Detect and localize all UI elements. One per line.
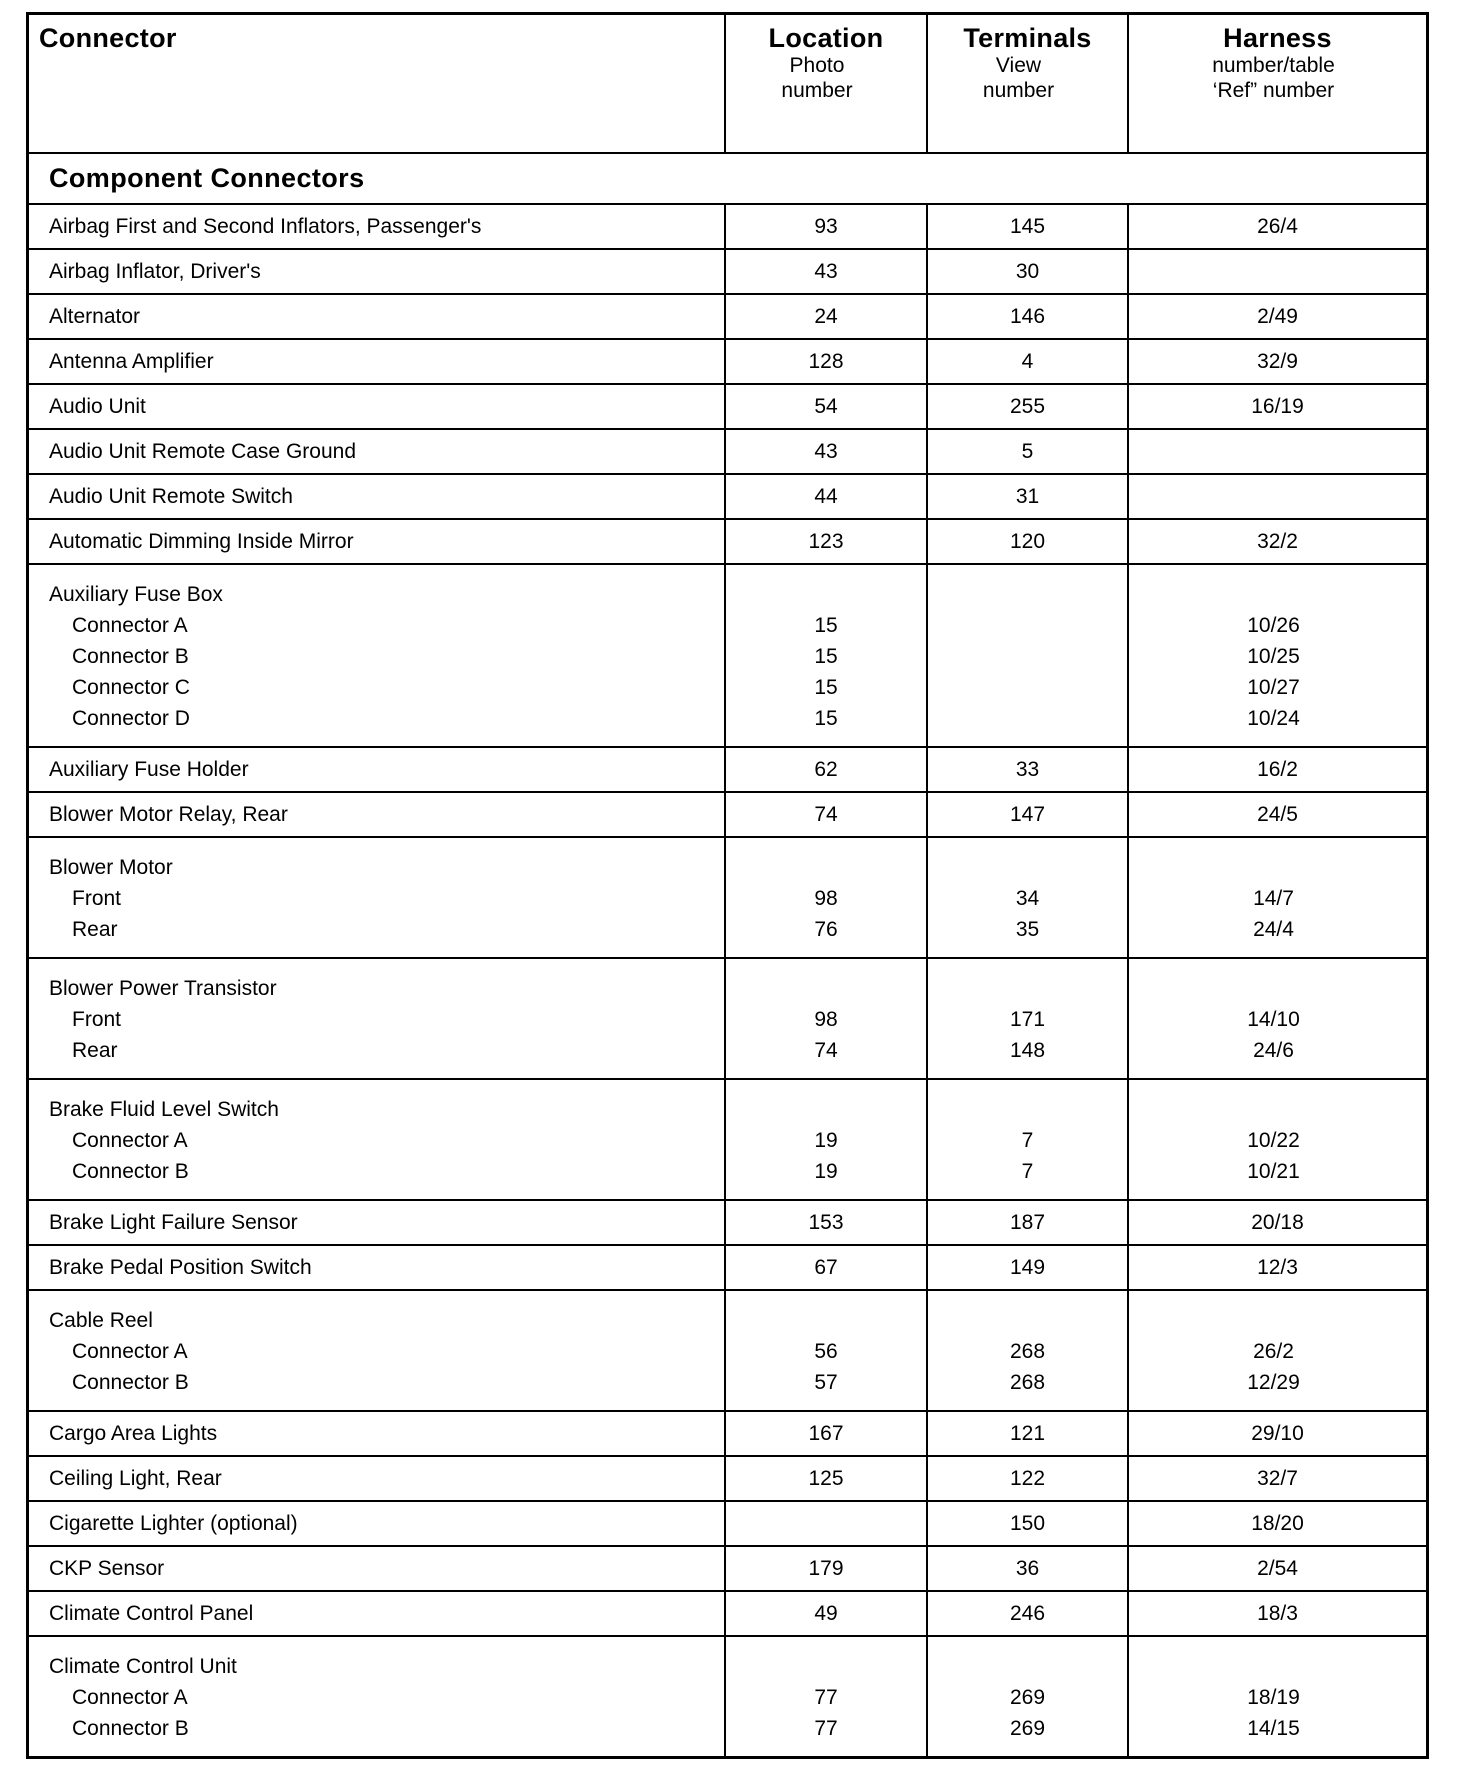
location-cell xyxy=(726,1080,928,1199)
terminals-cell xyxy=(928,565,1129,746)
spacer xyxy=(1129,1305,1426,1336)
header-harness-title: Harness xyxy=(1223,23,1332,53)
terminals-value: 122 xyxy=(928,1457,1129,1500)
sub-connector-name: Connector B xyxy=(72,1717,189,1740)
location-value: 62 xyxy=(726,748,928,791)
connector-name: Alternator xyxy=(29,295,726,338)
location-value: 43 xyxy=(726,430,928,473)
harness-value: 20/18 xyxy=(1251,1210,1304,1234)
harness-cell xyxy=(1129,1291,1426,1410)
table-row xyxy=(29,1592,1426,1637)
harness-value: 10/21 xyxy=(1247,1160,1300,1183)
sub-connector-name: Connector C xyxy=(72,676,190,699)
location-value: 49 xyxy=(726,1592,928,1635)
terminals-value: 149 xyxy=(928,1246,1129,1289)
terminals-value: 36 xyxy=(928,1547,1129,1590)
sub-connector-name: Front xyxy=(72,887,122,910)
terminals-value: 7 xyxy=(1021,1160,1034,1183)
spacer xyxy=(726,852,926,883)
location-value: 43 xyxy=(726,250,928,293)
harness-value: 32/2 xyxy=(1257,529,1298,553)
header-harness-sub2: ‘Ref” number xyxy=(1212,79,1335,102)
header-terminals-sub1: View xyxy=(995,54,1042,77)
location-value: 74 xyxy=(814,1039,838,1062)
connector-name: Cigarette Lighter (optional) xyxy=(29,1502,726,1545)
header-harness-sub1: number/table xyxy=(1212,54,1335,77)
harness-value: 10/27 xyxy=(1247,676,1300,699)
harness-value: 32/7 xyxy=(1257,1466,1298,1490)
harness-value: 2/49 xyxy=(1257,304,1298,328)
header-location-title: Location xyxy=(768,23,884,53)
header-connector xyxy=(29,15,726,152)
sub-connector-name: Connector A xyxy=(72,1340,188,1363)
spacer xyxy=(726,1651,926,1682)
harness-value: 32/9 xyxy=(1257,349,1298,373)
connector-name: Ceiling Light, Rear xyxy=(29,1457,726,1500)
spacer xyxy=(928,1651,1127,1682)
terminals-value: 4 xyxy=(928,340,1129,383)
terminals-value: 268 xyxy=(1009,1340,1046,1363)
terminals-value: 150 xyxy=(928,1502,1129,1545)
table-row xyxy=(29,475,1426,520)
location-value xyxy=(726,1502,928,1545)
terminals-value: 187 xyxy=(928,1201,1129,1244)
connector-name: Audio Unit Remote Case Ground xyxy=(29,430,726,473)
sub-connector-name: Connector A xyxy=(72,1686,188,1709)
location-value: 15 xyxy=(814,676,838,699)
sub-connector-name: Connector A xyxy=(72,614,188,637)
location-value: 15 xyxy=(814,707,838,730)
terminals-cell xyxy=(928,1637,1129,1756)
terminals-value: 35 xyxy=(1015,918,1040,941)
harness-cell xyxy=(1129,959,1426,1078)
table-row-group xyxy=(29,1637,1426,1756)
location-value: 15 xyxy=(814,645,838,668)
spacer xyxy=(1129,1094,1426,1125)
connector-group-name: Brake Fluid Level Switch xyxy=(49,1098,279,1121)
location-value: 98 xyxy=(814,1008,838,1031)
harness-value: 12/29 xyxy=(1247,1371,1300,1394)
location-value: 19 xyxy=(814,1129,838,1152)
terminals-value xyxy=(928,672,1127,703)
terminals-value: 146 xyxy=(928,295,1129,338)
terminals-value: 269 xyxy=(1009,1686,1046,1709)
location-value: 153 xyxy=(726,1201,928,1244)
table-row xyxy=(29,793,1426,838)
terminals-value: 120 xyxy=(928,520,1129,563)
sub-connector-name: Front xyxy=(72,1008,122,1031)
harness-value: 10/25 xyxy=(1247,645,1300,668)
header-connector-title: Connector xyxy=(39,23,177,53)
connector-name: Audio Unit xyxy=(29,385,726,428)
section-title: Component Connectors xyxy=(29,154,1426,205)
location-value: 67 xyxy=(726,1246,928,1289)
location-value: 98 xyxy=(814,887,838,910)
table-row-group xyxy=(29,1080,1426,1201)
harness-value: 16/19 xyxy=(1251,394,1304,418)
terminals-value: 269 xyxy=(1009,1717,1046,1740)
spacer xyxy=(928,579,1127,610)
location-value: 54 xyxy=(726,385,928,428)
terminals-value: 31 xyxy=(928,475,1129,518)
connector-group-name: Climate Control Unit xyxy=(49,1655,237,1678)
harness-value: 14/7 xyxy=(1253,887,1294,910)
harness-value: 12/3 xyxy=(1257,1255,1298,1279)
spacer xyxy=(928,852,1127,883)
connector-name-cell xyxy=(29,959,726,1078)
sub-connector-name: Rear xyxy=(72,1039,118,1062)
header-terminals xyxy=(928,15,1129,152)
table-row xyxy=(29,748,1426,793)
spacer xyxy=(1129,973,1426,1004)
location-value: 93 xyxy=(726,205,928,248)
terminals-value: 255 xyxy=(928,385,1129,428)
harness-value: 10/22 xyxy=(1247,1129,1300,1152)
terminals-value: 147 xyxy=(928,793,1129,836)
harness-value: 29/10 xyxy=(1251,1421,1304,1445)
header-location-sub2: number xyxy=(781,79,853,102)
harness-value: 2/54 xyxy=(1257,1556,1298,1580)
location-cell xyxy=(726,838,928,957)
connector-name-cell xyxy=(29,1291,726,1410)
terminals-value: 268 xyxy=(1009,1371,1046,1394)
spacer xyxy=(726,1094,926,1125)
table-row xyxy=(29,250,1426,295)
harness-value: 10/26 xyxy=(1247,614,1300,637)
location-value: 15 xyxy=(814,614,838,637)
spacer xyxy=(928,973,1127,1004)
connector-group-name: Cable Reel xyxy=(49,1309,153,1332)
table-row xyxy=(29,1457,1426,1502)
spacer xyxy=(1129,1651,1426,1682)
location-value: 76 xyxy=(814,918,838,941)
location-value: 56 xyxy=(814,1340,838,1363)
harness-cell xyxy=(1129,565,1426,746)
harness-value xyxy=(1129,475,1426,518)
location-value: 128 xyxy=(726,340,928,383)
connector-name: Brake Light Failure Sensor xyxy=(29,1201,726,1244)
harness-cell xyxy=(1129,1080,1426,1199)
location-value: 74 xyxy=(726,793,928,836)
table-row xyxy=(29,1547,1426,1592)
harness-value: 24/5 xyxy=(1257,802,1298,826)
connector-name: CKP Sensor xyxy=(29,1547,726,1590)
terminals-value: 145 xyxy=(928,205,1129,248)
terminals-value xyxy=(928,641,1127,672)
connector-table xyxy=(26,12,1429,1759)
table-row xyxy=(29,1412,1426,1457)
header-location xyxy=(726,15,928,152)
sub-connector-name: Connector A xyxy=(72,1129,188,1152)
harness-value: 18/3 xyxy=(1257,1601,1298,1625)
connector-group-name: Auxiliary Fuse Box xyxy=(49,583,223,606)
connector-group-name: Blower Power Transistor xyxy=(49,977,277,1000)
header-harness xyxy=(1129,15,1426,152)
terminals-value: 148 xyxy=(1009,1039,1046,1062)
connector-name: Airbag Inflator, Driver's xyxy=(29,250,726,293)
header-location-sub1: Photo xyxy=(789,54,845,77)
location-cell xyxy=(726,565,928,746)
terminals-cell xyxy=(928,1291,1129,1410)
table-row-group xyxy=(29,838,1426,959)
harness-value: 26/4 xyxy=(1257,214,1298,238)
table-row xyxy=(29,1201,1426,1246)
connector-name: Auxiliary Fuse Holder xyxy=(29,748,726,791)
terminals-value: 33 xyxy=(928,748,1129,791)
connector-group-name: Blower Motor xyxy=(49,856,173,879)
sub-connector-name: Rear xyxy=(72,918,118,941)
table-header xyxy=(29,15,1426,154)
location-value: 44 xyxy=(726,475,928,518)
location-value: 125 xyxy=(726,1457,928,1500)
connector-name: Antenna Amplifier xyxy=(29,340,726,383)
harness-value xyxy=(1129,250,1426,293)
location-value: 167 xyxy=(726,1412,928,1455)
spacer xyxy=(1129,579,1426,610)
harness-value: 26/2 xyxy=(1253,1340,1294,1363)
connector-name-cell xyxy=(29,1637,726,1756)
connector-name: Audio Unit Remote Switch xyxy=(29,475,726,518)
table-row xyxy=(29,340,1426,385)
location-cell xyxy=(726,1291,928,1410)
table-row-group xyxy=(29,959,1426,1080)
table-row xyxy=(29,205,1426,250)
terminals-value: 5 xyxy=(928,430,1129,473)
harness-value: 10/24 xyxy=(1247,707,1300,730)
terminals-value: 171 xyxy=(1009,1008,1046,1031)
harness-value: 24/6 xyxy=(1253,1039,1294,1062)
harness-value: 18/20 xyxy=(1251,1511,1304,1535)
terminals-cell xyxy=(928,1080,1129,1199)
table-row xyxy=(29,1246,1426,1291)
harness-value: 18/19 xyxy=(1247,1686,1300,1709)
table-row xyxy=(29,295,1426,340)
terminals-value xyxy=(928,610,1127,641)
table-body xyxy=(29,205,1426,1756)
location-value: 77 xyxy=(814,1717,838,1740)
terminals-cell xyxy=(928,959,1129,1078)
connector-name-cell xyxy=(29,838,726,957)
harness-value xyxy=(1129,430,1426,473)
header-terminals-sub2: number xyxy=(982,79,1055,102)
connector-name-cell xyxy=(29,565,726,746)
location-value: 77 xyxy=(814,1686,838,1709)
spacer xyxy=(726,579,926,610)
header-terminals-title: Terminals xyxy=(963,23,1092,53)
connector-name: Brake Pedal Position Switch xyxy=(29,1246,726,1289)
harness-cell xyxy=(1129,838,1426,957)
harness-value: 14/10 xyxy=(1247,1008,1300,1031)
spacer xyxy=(928,1094,1127,1125)
terminals-value: 34 xyxy=(1015,887,1040,910)
location-value: 57 xyxy=(814,1371,838,1394)
terminals-value: 121 xyxy=(928,1412,1129,1455)
terminals-value: 7 xyxy=(1021,1129,1034,1152)
sub-connector-name: Connector B xyxy=(72,1160,189,1183)
connector-name: Automatic Dimming Inside Mirror xyxy=(29,520,726,563)
spacer xyxy=(928,1305,1127,1336)
connector-name: Climate Control Panel xyxy=(29,1592,726,1635)
table-row xyxy=(29,520,1426,565)
sub-connector-name: Connector B xyxy=(72,645,189,668)
location-value: 123 xyxy=(726,520,928,563)
spacer xyxy=(726,1305,926,1336)
sub-connector-name: Connector D xyxy=(72,707,190,730)
location-value: 19 xyxy=(814,1160,838,1183)
spacer xyxy=(1129,852,1426,883)
connector-name-cell xyxy=(29,1080,726,1199)
sub-connector-name: Connector B xyxy=(72,1371,189,1394)
harness-value: 16/2 xyxy=(1257,757,1298,781)
location-cell xyxy=(726,1637,928,1756)
harness-value: 14/15 xyxy=(1247,1717,1300,1740)
location-value: 179 xyxy=(726,1547,928,1590)
location-value: 24 xyxy=(726,295,928,338)
table-row-group xyxy=(29,1291,1426,1412)
spacer xyxy=(726,973,926,1004)
connector-name: Airbag First and Second Inflators, Passenger's xyxy=(29,205,726,248)
terminals-value: 30 xyxy=(928,250,1129,293)
terminals-cell xyxy=(928,838,1129,957)
harness-value: 24/4 xyxy=(1253,918,1294,941)
harness-cell xyxy=(1129,1637,1426,1756)
terminals-value xyxy=(928,703,1127,734)
table-row xyxy=(29,385,1426,430)
location-cell xyxy=(726,959,928,1078)
table-row xyxy=(29,1502,1426,1547)
terminals-value: 246 xyxy=(928,1592,1129,1635)
connector-name: Blower Motor Relay, Rear xyxy=(29,793,726,836)
connector-name: Cargo Area Lights xyxy=(29,1412,726,1455)
table-row-group xyxy=(29,565,1426,748)
table-row xyxy=(29,430,1426,475)
